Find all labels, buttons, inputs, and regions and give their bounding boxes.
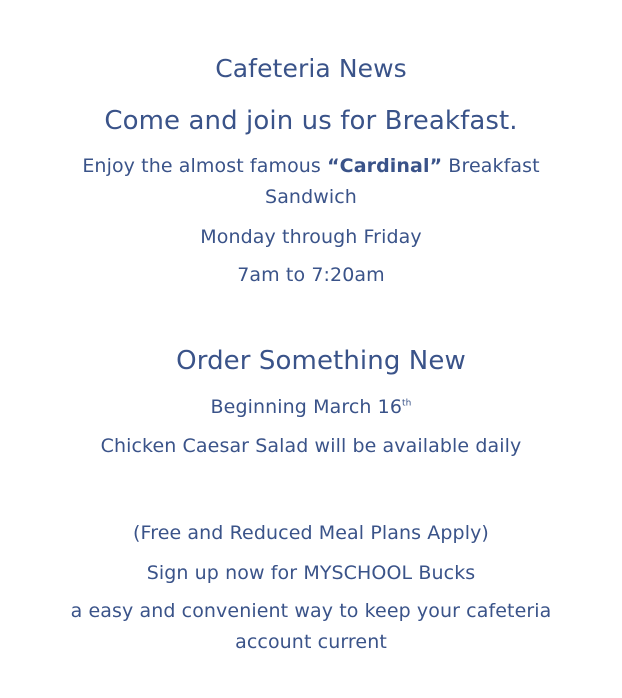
salad-text: Chicken Caesar Salad will be available daily — [100, 435, 522, 457]
beginning-suffix: th — [402, 398, 412, 409]
sandwich-name: “Cardinal” — [327, 155, 443, 177]
sandwich-line-2: Sandwich — [265, 186, 357, 208]
days-text: Monday through Friday — [200, 226, 422, 248]
breakfast-heading: Come and join us for Breakfast. — [104, 106, 518, 136]
hours-text: 7am to 7:20am — [237, 264, 385, 286]
order-heading: Order Something New — [176, 346, 466, 376]
newsletter-title: Cafeteria News — [215, 54, 407, 83]
sandwich-text-post: Breakfast — [442, 155, 540, 177]
beginning-line — [0, 396, 622, 418]
easy-line-1: a easy and convenient way to keep your cafeteria — [70, 600, 552, 622]
sandwich-line — [0, 155, 622, 177]
easy-line-2: account current — [235, 631, 387, 653]
meal-plans-text: (Free and Reduced Meal Plans Apply) — [133, 522, 489, 544]
sandwich-text-pre: Enjoy the almost famous — [82, 155, 328, 177]
beginning-text: Beginning March 16 — [210, 396, 403, 418]
signup-text: Sign up now for MYSCHOOL Bucks — [146, 562, 476, 584]
